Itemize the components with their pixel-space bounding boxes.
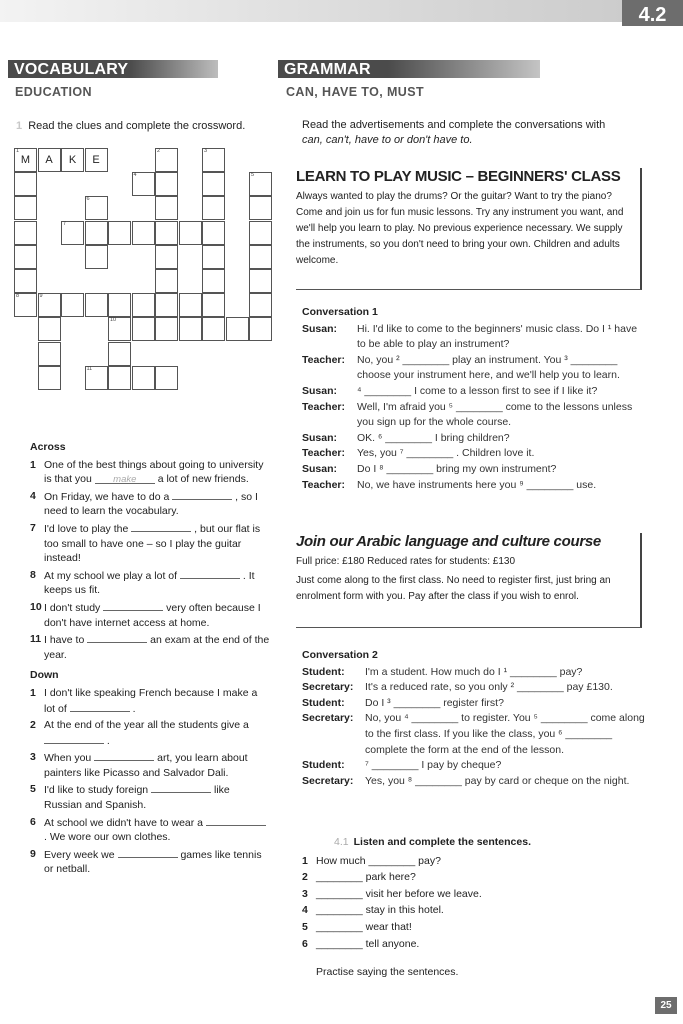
speaker: Student: [302, 759, 345, 772]
dialogue-line [302, 446, 647, 462]
instruction-italic: can, can't, have to or don't have to. [302, 134, 473, 146]
listening-item[interactable]: 3 ________ visit her before we leave. [302, 887, 482, 900]
listening-items [302, 853, 642, 953]
answer-blank[interactable] [103, 600, 163, 611]
clue-number: 10 [110, 317, 117, 324]
speaker: Teacher: [302, 478, 345, 491]
listening-instruction [334, 834, 642, 851]
grammar-heading: GRAMMAR [278, 60, 540, 78]
speaker: Susan: [302, 462, 338, 475]
advert-title: LEARN TO PLAY MUSIC – BEGINNERS' CLASS [296, 168, 621, 185]
crossword-cell[interactable] [249, 172, 272, 196]
arabic-course-advert [296, 533, 642, 628]
clue-number: 3 [204, 148, 208, 154]
clue-number: 8 [16, 293, 20, 300]
across-heading: Across [30, 441, 66, 453]
crossword-cell[interactable] [202, 172, 225, 196]
clue-item: 11 I have to an exam at the end of the year. [30, 633, 270, 661]
conversation-title: Conversation 2 [302, 649, 378, 661]
dialogue-line [302, 711, 647, 758]
crossword-cell[interactable] [108, 293, 131, 317]
crossword-cell[interactable] [249, 245, 272, 269]
crossword-cell[interactable]: M 1 [14, 148, 37, 172]
crossword-cell[interactable] [202, 148, 225, 172]
clue-number: 7 [63, 220, 67, 227]
dialogue-text[interactable]: It's a reduced rate, so you only ² ________ pay £130. [365, 681, 613, 694]
crossword-cell[interactable] [249, 196, 272, 220]
crossword-cell[interactable]: A [38, 148, 61, 172]
crossword-cell[interactable] [179, 221, 202, 245]
crossword-cell[interactable] [38, 317, 61, 341]
dialogue-line [302, 478, 647, 494]
vocabulary-subheading: EDUCATION [15, 85, 92, 99]
dialogue-line [302, 758, 647, 774]
dialogue-text[interactable]: Do I ³ ________ register first? [365, 696, 504, 709]
crossword-cell[interactable] [38, 342, 61, 366]
speaker: Secretary: [302, 774, 354, 787]
dialogue-text[interactable]: Well, I'm afraid you ⁵ ________ come to the lessons unless you sign up for the whole course. [357, 400, 633, 429]
crossword-cell[interactable] [14, 269, 37, 293]
page-number: 25 [655, 997, 677, 1014]
crossword-cell[interactable] [155, 269, 178, 293]
crossword-cell[interactable] [249, 293, 272, 317]
crossword-cell[interactable] [61, 221, 84, 245]
speaker: Student: [302, 665, 345, 678]
dialogue-text[interactable]: Yes, you ⁸ ________ pay by card or cheque on the night. [365, 774, 630, 787]
speaker: Student: [302, 696, 345, 709]
dialogue-text[interactable]: OK. ⁶ ________ I bring children? [357, 431, 510, 444]
grammar-instruction [302, 118, 647, 148]
crossword-cell[interactable] [155, 245, 178, 269]
dialogue-text[interactable]: No, you ⁴ ________ to register. You ⁵ ________ come along to the first class. If you like the class, you ⁶ ________ complete the form at the end of the lesson. [365, 712, 645, 756]
crossword-cell[interactable] [226, 317, 249, 341]
vocabulary-heading: VOCABULARY [8, 60, 218, 78]
advert-body: Just come along to the first class. No need to register first, just bring an enrolment form with you. Pay after the class if you wish to enrol. [296, 575, 611, 602]
crossword-cell[interactable] [202, 196, 225, 220]
crossword-cell[interactable] [249, 317, 272, 341]
crossword-cell[interactable] [202, 317, 225, 341]
speaker: Secretary: [302, 712, 354, 725]
clue-item: 7 I'd love to play the , but our flat is too small to have one – so I play the guitar instead! [30, 521, 261, 565]
dialogue-line [302, 680, 647, 696]
crossword-cell[interactable] [38, 293, 61, 317]
crossword-cell[interactable] [14, 196, 37, 220]
clue-number: 9 [39, 293, 43, 300]
conversation-title: Conversation 1 [302, 306, 378, 318]
crossword-cell[interactable] [132, 172, 155, 196]
music-class-advert [296, 168, 642, 290]
speaker: Teacher: [302, 400, 345, 413]
clue-item: 5 I'd like to study foreign like Russian and Spanish. [30, 783, 230, 812]
crossword-cell[interactable] [85, 245, 108, 269]
answer-blank[interactable] [206, 815, 266, 826]
crossword-cell[interactable] [132, 317, 155, 341]
listening-item[interactable]: 1 How much ________ pay? [302, 854, 441, 867]
clue-number: 4 [133, 172, 137, 179]
vocabulary-instruction [16, 119, 245, 134]
crossword-cell[interactable] [155, 317, 178, 341]
crossword-cell[interactable] [85, 221, 108, 245]
advert-body: Always wanted to play the drums? Or the guitar? Want to try the piano? Come and join us for fun music lessons. Try any instrument you want, and we'll help you learn to play. No previous experience necessary. We supply the instruments, so you don't need to bring your own. Children and adults welcome. [296, 191, 624, 266]
crossword-cell[interactable] [14, 221, 37, 245]
dialogue-text[interactable]: ⁷ ________ I pay by cheque? [365, 759, 502, 772]
clue-item: 4 On Friday, we have to do a , so I need to learn the vocabulary. [30, 489, 258, 518]
crossword-cell[interactable] [249, 221, 272, 245]
crossword-cell[interactable] [155, 293, 178, 317]
dialogue-line [302, 774, 647, 790]
dialogue-text[interactable]: No, we have instruments here you ⁹ ________ use. [357, 478, 597, 491]
crossword-cell[interactable] [249, 269, 272, 293]
crossword-cell[interactable] [108, 317, 131, 341]
answer-blank[interactable] [118, 847, 178, 858]
crossword-cell[interactable] [108, 221, 131, 245]
crossword-cell[interactable] [179, 317, 202, 341]
crossword-cell[interactable] [85, 293, 108, 317]
clue-item: 1 One of the best things about going to university is that you make a lot of new friends. [30, 458, 264, 486]
speaker: Susan: [302, 384, 338, 397]
crossword-cell[interactable] [85, 366, 108, 390]
listening-exercise [302, 834, 642, 981]
instruction-text: Read the clues and complete the crossword. [28, 120, 246, 132]
listening-item[interactable]: 4 ________ stay in this hotel. [302, 904, 444, 917]
down-heading: Down [30, 669, 59, 682]
clue-item: 3 When you art, you learn about painters like Picasso and Salvador Dali. [30, 751, 248, 779]
dialogue-line [302, 384, 647, 400]
crossword-cell[interactable] [155, 366, 178, 390]
dialogue-text[interactable]: Hi. I'd like to come to the beginners' music class. Do I ¹ have to be able to play an instrument? [357, 322, 638, 351]
crossword-cell[interactable] [202, 245, 225, 269]
clue-number: 5 [251, 172, 255, 179]
crossword-cell[interactable] [61, 293, 84, 317]
speaker: Susan: [302, 322, 338, 335]
answer-blank[interactable] [131, 521, 191, 532]
crossword-cell[interactable]: E [85, 148, 108, 172]
clue-item: 6 At school we didn't have to wear a . We wore our own clothes. [30, 815, 270, 845]
clue-item: 9 Every week we games like tennis or netball. [30, 847, 262, 876]
crossword-cell[interactable] [14, 245, 37, 269]
crossword-cell[interactable] [155, 196, 178, 220]
conversation-lines [302, 322, 647, 494]
dialogue-text[interactable]: Do I ⁸ ________ bring my own instrument? [357, 462, 557, 475]
crossword-cell[interactable] [14, 293, 37, 317]
answer-blank[interactable] [151, 782, 211, 793]
crossword-cell[interactable] [155, 172, 178, 196]
crossword-cell[interactable] [132, 221, 155, 245]
crossword-cell[interactable] [108, 342, 131, 366]
clue-item: 1 I don't like speaking French because I make a lot of . [30, 686, 258, 715]
advert-title: Join our Arabic language and culture course [296, 533, 601, 550]
answer-blank[interactable] [44, 733, 104, 744]
dialogue-line [302, 665, 647, 681]
answer-blank[interactable]: make [95, 473, 155, 484]
answer-blank[interactable] [70, 701, 130, 712]
listening-item[interactable]: 6 ________ tell anyone. [302, 937, 420, 950]
dialogue-line [302, 462, 647, 478]
crossword-cell[interactable] [155, 221, 178, 245]
crossword-cell[interactable]: K [61, 148, 84, 172]
clue-item: 10 I don't study very often because I don't have internet access at home. [30, 600, 261, 629]
crossword-grid [14, 148, 263, 421]
dialogue-line [302, 400, 647, 431]
conversation-2 [302, 648, 647, 789]
top-banner [0, 0, 683, 22]
clue-number: 11 [86, 365, 93, 372]
clue-number: 1 [16, 148, 20, 154]
crossword-cell[interactable] [85, 196, 108, 220]
across-clue-list [30, 458, 270, 663]
unit-badge: 4.2 [622, 0, 683, 26]
dialogue-text[interactable]: ⁴ ________ I come to a lesson first to see if I like it? [357, 384, 598, 397]
track-number: 4.1 [334, 836, 349, 848]
crossword-cell[interactable] [155, 148, 178, 172]
clue-item: 8 At my school we play a lot of . It keeps us fit. [30, 568, 255, 597]
crossword-cell[interactable] [202, 293, 225, 317]
dialogue-line [302, 431, 647, 447]
speaker: Teacher: [302, 353, 345, 366]
answer-blank[interactable] [180, 568, 240, 579]
crossword-clues [30, 438, 270, 879]
crossword-cell[interactable] [38, 366, 61, 390]
down-clue-list [30, 686, 270, 877]
dialogue-text[interactable]: I'm a student. How much do I ¹ ________ pay? [365, 665, 583, 678]
answer-blank[interactable] [87, 632, 147, 643]
grammar-subheading: CAN, HAVE TO, MUST [286, 85, 424, 99]
crossword-cell[interactable] [108, 366, 131, 390]
clue-item: 2 At the end of the year all the students give a . [30, 719, 249, 747]
conversation-1 [302, 305, 647, 493]
clue-number: 2 [157, 148, 161, 154]
crossword-cell[interactable] [132, 366, 155, 390]
practise-note: Practise saying the sentences. [316, 966, 459, 979]
conversation-lines [302, 665, 647, 790]
clue-number: 6 [86, 196, 90, 203]
speaker: Secretary: [302, 681, 354, 694]
dialogue-text[interactable]: Yes, you ⁷ ________ . Children love it. [357, 447, 535, 460]
instruction-text: Listen and complete the sentences. [353, 836, 531, 848]
answer-blank[interactable] [94, 750, 154, 761]
speaker: Teacher: [302, 447, 345, 460]
dialogue-line [302, 353, 647, 384]
answer-blank[interactable] [172, 489, 232, 500]
speaker: Susan: [302, 431, 338, 444]
dialogue-line [302, 696, 647, 712]
advert-price: Full price: £180 Reduced rates for students: £130 [296, 556, 516, 567]
instruction-text: Read the advertisements and complete the conversations with [302, 119, 606, 131]
listening-item[interactable]: 5 ________ wear that! [302, 920, 412, 933]
crossword-cell[interactable] [14, 172, 37, 196]
crossword-cell[interactable] [132, 293, 155, 317]
crossword-cell[interactable] [202, 269, 225, 293]
crossword-cell[interactable] [202, 221, 225, 245]
dialogue-text[interactable]: No, you ² ________ play an instrument. You ³ ________ choose your instrument here, and we'll help you to learn. [357, 353, 620, 382]
listening-item[interactable]: 2 ________ park here? [302, 871, 416, 884]
dialogue-line [302, 322, 647, 353]
exercise-number: 1 [16, 120, 23, 132]
crossword-cell[interactable] [179, 293, 202, 317]
